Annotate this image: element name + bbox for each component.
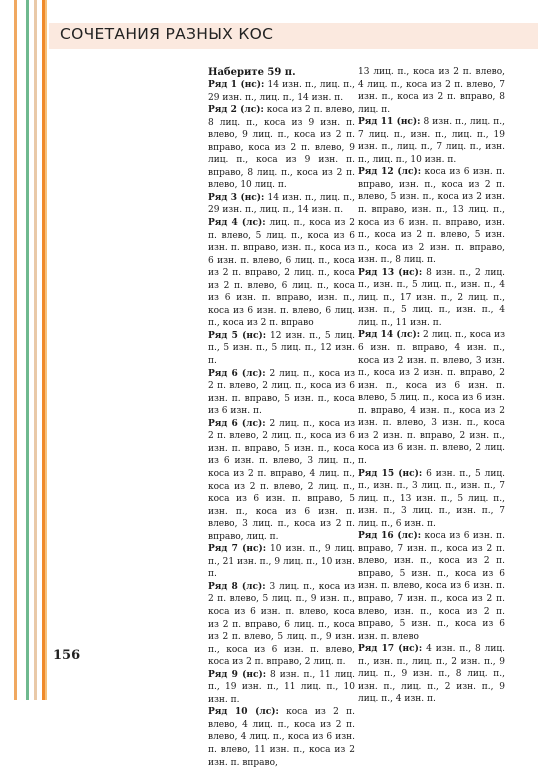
instruction-row [208, 217, 355, 330]
continuation-text: 13 лиц. п., коса из 2 п. влево, 4 лиц. п., коса из 2 п. влево, 7 изн. п., коса из 2 п. вправо, 8 лиц. п. [358, 67, 505, 115]
instruction-row [358, 116, 505, 166]
row-text: 12 изн. п., 5 лиц. п., 5 изн. п., 5 лиц. п., 12 изн. п. [208, 330, 355, 367]
instruction-row [358, 643, 505, 706]
page-number: 156 [53, 648, 81, 663]
row-label: Ряд 3 (нс): [208, 192, 265, 203]
row-text: коса из 2 п. влево, 8 лиц. п., коса из 9 изн. п. влево, 9 лиц. п., коса из 2 п. вправо, коса из 2 п. влево, 9 лиц. п., коса из 9 изн. п. вправо, 8 лиц. п., коса из 2 п. влево, 10 лиц. п. [208, 105, 356, 191]
instruction-row [208, 706, 355, 769]
instruction-row [208, 79, 355, 104]
instruction-row [208, 330, 355, 368]
row-label: Ряд 15 (нс): [358, 468, 423, 479]
right-column [358, 66, 505, 706]
row-label: Ряд 10 (лс): [208, 707, 279, 718]
instruction-row [358, 468, 505, 531]
decorative-thread-beige [34, 0, 37, 700]
row-text: 2 лиц. п., коса из 2 п. влево, 2 лиц. п., коса из 6 изн. п. вправо, 5 изн. п., коса из 6 изн. п. влево, 3 лиц. п., коса из 2 п. вправо, 4 лиц. п., коса из 2 п. влево, 2 лиц. п., коса из 6 изн. п. вправо, 5 изн. п., коса из 6 изн. п. влево, 3 лиц. п., коса из 2 п. вправо, лиц. п. [208, 418, 355, 542]
row-text: 10 изн. п., 9 лиц. п., 21 изн. п., 9 лиц. п., 10 изн. п. [208, 544, 355, 580]
intro-text: Наберите 59 п. [208, 67, 296, 78]
row-label: Ряд 6 (лс): [208, 368, 266, 379]
row-label: Ряд 16 (лс): [358, 531, 422, 542]
instruction-row [208, 418, 355, 543]
row-text: 2 лиц. п., коса из 2 п. влево, 2 лиц. п., коса из 6 изн. п. вправо, 5 изн. п., коса из 6 изн. п. [208, 368, 355, 417]
decorative-thread-orange [14, 0, 17, 700]
row-text: 6 изн. п., 5 лиц. п., изн. п., 3 лиц. п., изн. п., 7 лиц. п., 13 изн. п., 5 лиц. п., изн. п., 3 лиц. п., изн. п., 7 лиц. п., 6 изн. п. [358, 468, 506, 529]
row-label: Ряд 13 (нс): [358, 267, 423, 278]
row-text: 3 лиц. п., коса из 2 п. влево, 5 лиц. п., 9 изн. п., коса из 6 изн. п. влево, коса из 2 п. вправо, 6 лиц. п., коса из 2 п. влево, 5 лиц. п., 9 изн. п., коса из 6 изн. п. влево, коса из 2 п. вправо, 2 лиц. п. [208, 581, 355, 668]
row-label: Ряд 2 (лс): [208, 105, 264, 116]
row-text: 8 изн. п., лиц. п., 7 лиц. п., изн. п., лиц. п., 19 изн. п., лиц. п., 7 лиц. п., изн. п., лиц. п., 10 изн. п. [358, 117, 505, 165]
row-text: коса из 6 изн. п. вправо, 7 изн. п., коса из 2 п. влево, изн. п., коса из 2 п. вправо, 5 изн. п., коса из 6 изн. п. влево, коса из 6 изн. п. вправо, 7 изн. п., коса из 2 п. влево, изн. п., коса из 2 п. вправо, 5 изн. п., коса из 6 изн. п. влево [358, 531, 505, 642]
instruction-row [358, 267, 505, 330]
row-text: 8 изн. п., 11 лиц. п., 19 изн. п., 11 лиц. п., 10 изн. п. [208, 669, 355, 705]
row-label: Ряд 5 (нс): [208, 330, 267, 341]
instruction-row [208, 543, 355, 581]
row-text: 14 изн. п., лиц. п., 29 изн. п., лиц. п., 14 изн. п. [208, 192, 355, 216]
row-text: лиц. п., коса из 2 п. влево, 5 лиц. п., коса из 6 изн. п. вправо, изн. п., коса из 6 изн. п. влево, 6 лиц. п., коса из 2 п. вправо, 2 лиц. п., коса из 2 п. влево, 6 лиц. п., коса из 6 изн. п. вправо, изн. п., коса из 6 изн. п. влево, 6 лиц. п., коса из 2 п. вправо [208, 218, 355, 329]
row-label: Ряд 9 (нс): [208, 669, 267, 680]
decorative-thread-green [26, 0, 29, 700]
row-text: 8 изн. п., 2 лиц. п., изн. п., 5 лиц. п., изн. п., 4 лиц. п., 17 изн. п., 2 лиц. п., изн. п., 5 лиц. п., изн. п., 4 лиц. п., 11 изн. п. [358, 267, 506, 328]
row-text: 2 лиц. п., коса из 6 изн. п. вправо, 4 изн. п., коса из 2 изн. п. влево, 3 изн. п., коса из 2 изн. п. вправо, 2 изн. п., коса из 6 изн. п. влево, 5 лиц. п., коса из 6 изн. п. вправо, 4 изн. п., коса из 2 изн. п. влево, 3 изн. п., коса из 2 изн. п. вправо, 2 изн. п., коса из 6 изн. п. влево, 2 лиц. п. [358, 330, 505, 466]
instruction-row [208, 581, 355, 669]
row-label: Ряд 4 (лс): [208, 218, 266, 229]
instruction-row [208, 104, 355, 192]
row-label: Ряд 14 (лс): [358, 330, 421, 341]
row-label: Ряд 8 (лс): [208, 581, 266, 592]
row-label: Ряд 17 (нс): [358, 644, 423, 655]
row-text: 4 изн. п., 8 лиц. п., изн. п., лиц. п., 2 изн. п., 9 лиц. п., 9 изн. п., 8 лиц. п., изн. п., лиц. п., 2 изн. п., 9 лиц. п., 4 изн. п. [358, 644, 506, 705]
instruction-row [208, 192, 355, 217]
instruction-row [358, 329, 505, 467]
row-label: Ряд 6 (лс): [208, 418, 266, 429]
row-text: коса из 6 изн. п. вправо, изн. п., коса из 2 п. влево, 5 изн. п., коса из 2 изн. п. вправо, изн. п., 13 лиц. п., коса из 6 изн. п. вправо, изн. п., коса из 2 п. влево, 5 изн. п., коса из 2 изн. п. вправо, изн. п., 8 лиц. п. [358, 167, 505, 266]
instruction-row [208, 669, 355, 707]
row-label: Ряд 7 (нс): [208, 544, 267, 555]
page-title: СОЧЕТАНИЯ РАЗНЫХ КОС [60, 25, 274, 43]
decorative-thread-light-orange [45, 0, 47, 700]
row-label: Ряд 11 (нс): [358, 117, 421, 128]
left-column [208, 66, 355, 769]
row-text: коса из 2 п. влево, 4 лиц. п., коса из 2 п. влево, 4 лиц. п., коса из 6 изн. п. влево, 11 изн. п., коса из 2 изн. п. вправо, [208, 707, 356, 768]
row-label: Ряд 1 (нс): [208, 80, 265, 90]
instruction-row [358, 166, 505, 266]
row-label: Ряд 12 (лс): [358, 167, 422, 178]
instruction-row [358, 530, 505, 643]
instruction-row [208, 368, 355, 418]
row-text: 14 изн. п., лиц. п., 29 изн. п., лиц. п., 14 изн. п. [208, 80, 355, 103]
